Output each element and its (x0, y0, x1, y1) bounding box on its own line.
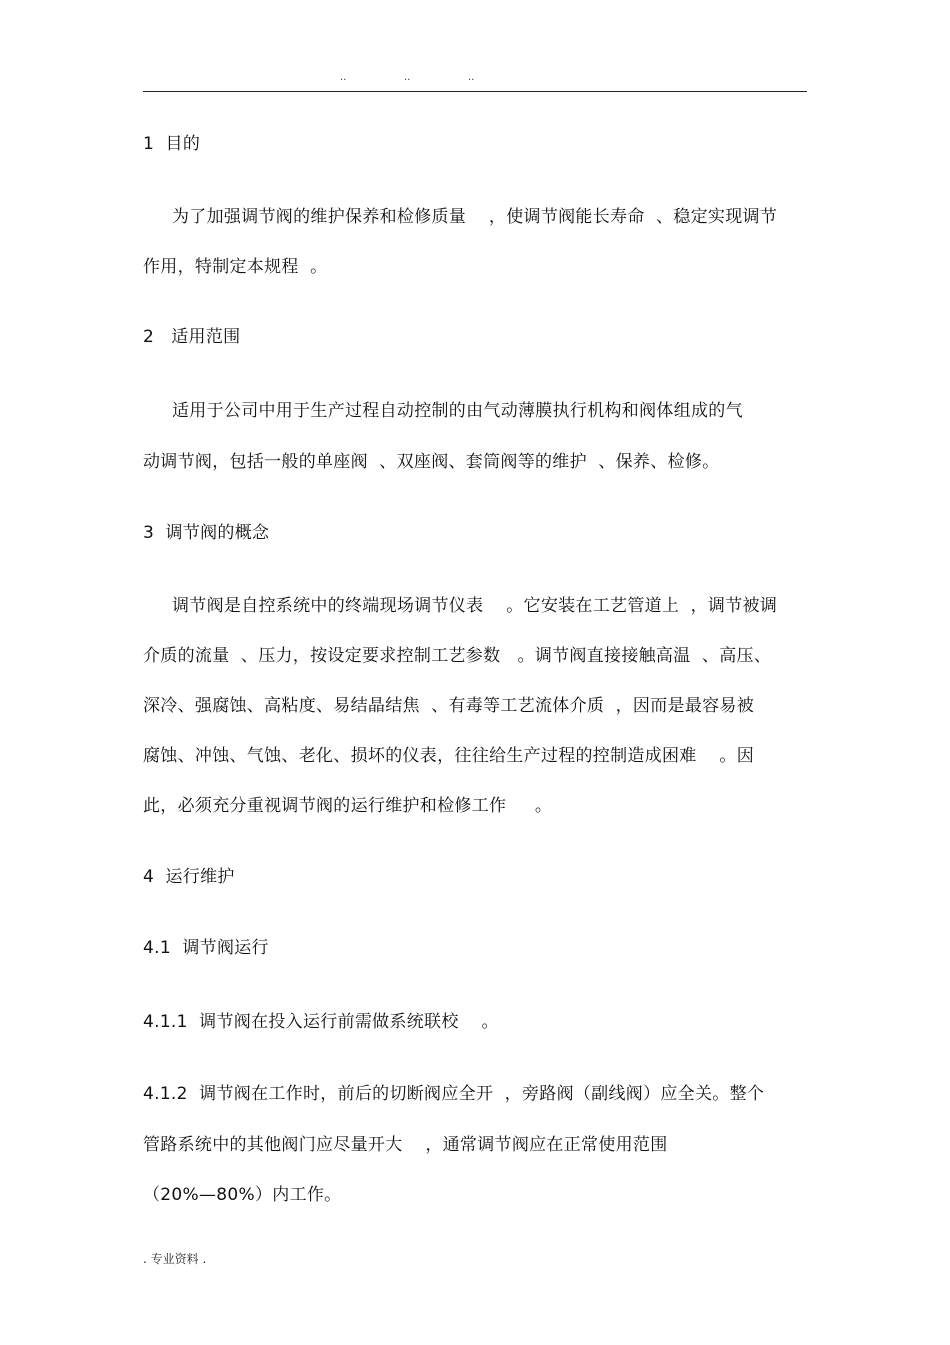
paragraph-line: 管路系统中的其他阀门应尽量开大 ，通常调节阀应在正常使用范围 (143, 1135, 668, 1155)
section-heading-maintenance: 4 运行维护 (143, 867, 235, 887)
paragraph-line: 作用，特制定本规程 。 (143, 257, 328, 277)
header-mark: .. (340, 72, 347, 83)
paragraph-line: 深冷、强腐蚀、高粘度、易结晶结焦 、有毒等工艺流体介质 ，因而是最容易被 (143, 696, 755, 716)
clause-heading: 4.1.2 调节阀在工作时，前后的切断阀应全开 ，旁路阀（副线阀）应全关。整个 (143, 1084, 765, 1104)
paragraph-line: 腐蚀、冲蚀、气蚀、老化、损坏的仪表，往往给生产过程的控制造成困难 。因 (143, 746, 755, 766)
header-marks (0, 72, 950, 86)
clause-heading: 4.1.1 调节阀在投入运行前需做系统联校 。 (143, 1012, 499, 1032)
paragraph-line: 为了加强调节阀的维护保养和检修质量 ，使调节阀能长寿命 、稳定实现调节 (172, 207, 778, 227)
header-rule (143, 91, 807, 92)
paragraph-line: 动调节阀，包括一般的单座阀 、双座阀、套筒阀等的维护 、保养、检修。 (143, 452, 720, 472)
subsection-heading: 4.1 调节阀运行 (143, 938, 269, 958)
header-mark: .. (468, 72, 475, 83)
paragraph-line: 适用于公司中用于生产过程自动控制的由气动薄膜执行机构和阀体组成的气 (172, 401, 743, 421)
section-heading-scope: 2 适用范围 (143, 327, 241, 347)
section-heading-purpose: 1 目的 (143, 134, 201, 154)
paragraph-line: 介质的流量 、压力，按设定要求控制工艺参数 。调节阀直接接触高温 、高压、 (143, 646, 772, 666)
paragraph-line: （20%—80%）内工作。 (143, 1185, 342, 1205)
footer-label: . 专业资料 . (143, 1252, 207, 1266)
paragraph-line: 此，必须充分重视调节阀的运行维护和检修工作 。 (143, 796, 553, 816)
paragraph-line: 调节阀是自控系统中的终端现场调节仪表 。它安装在工艺管道上 ，调节被调 (172, 596, 778, 616)
section-heading-concept: 3 调节阀的概念 (143, 523, 270, 543)
header-mark: .. (404, 72, 411, 83)
